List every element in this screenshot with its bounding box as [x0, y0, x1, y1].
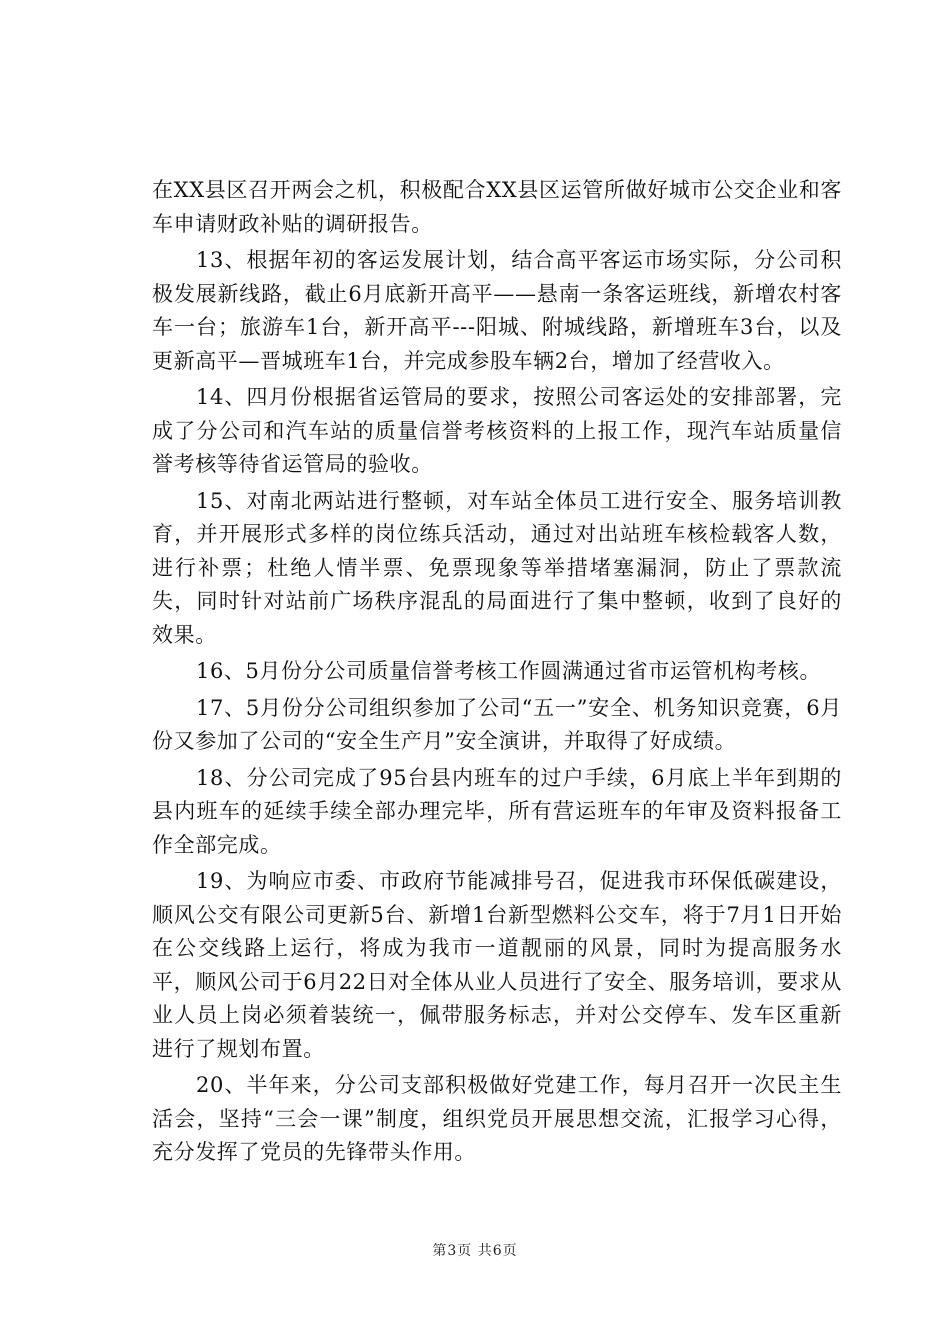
paragraph-item-13: 13、根据年初的客运发展计划，结合高平客运市场实际，分公司积极发展新线路，截止6月底新开高平——悬南一条客运班线，新增农村客车一台；旅游车1台，新开高平---阳城、附城线路，新增班车3台，以及更新高平—晋城班车1台，并完成参股车辆2台，增加了经营收入。	[152, 248, 842, 373]
paragraph-item-18: 18、分公司完成了95台县内班车的过户手续，6月底上半年到期的县内班车的延续手续全部办理完毕，所有营运班车的年审及资料报备工作全部完成。	[152, 765, 842, 857]
paragraph-item-17: 17、5月份分公司组织参加了公司“五一”安全、机务知识竞赛，6月份又参加了公司的“安全生产月”安全演讲，并取得了好成绩。	[152, 695, 842, 753]
paragraph-item-16: 16、5月份分公司质量信誉考核工作圆满通过省市运管机构考核。	[196, 659, 822, 683]
document-body	[152, 174, 842, 1173]
paragraph-item-15: 15、对南北两站进行整顿，对车站全体员工进行安全、服务培训教育，并开展形式多样的岗位练兵活动，通过对出站班车核检载客人数，进行补票；杜绝人情半票、免票现象等举措堵塞漏洞，防止了票款流失，同时针对站前广场秩序混乱的局面进行了集中整顿，收到了良好的效果。	[152, 488, 842, 647]
paragraph-item-14: 14、四月份根据省运管局的要求，按照公司客运处的安排部署，完成了分公司和汽车站的质量信誉考核资料的上报工作，现汽车站质量信誉考核等待省运管局的验收。	[152, 385, 842, 476]
paragraph-continuation: 在XX县区召开两会之机，积极配合XX县区运管所做好城市公交企业和客车申请财政补贴的调研报告。	[152, 178, 842, 236]
paragraph-item-20: 20、半年来，分公司支部积极做好党建工作，每月召开一次民主生活会，坚持“三会一课”制度，组织党员开展思想交流，汇报学习心得，充分发挥了党员的先锋带头作用。	[152, 1073, 842, 1164]
paragraph-item-19: 19、为响应市委、市政府节能减排号召，促进我市环保低碳建设，顺风公交有限公司更新5台、新增1台新型燃料公交车，将于7月1日开始在公交线路上运行，将成为我市一道靓丽的风景，同时为提高服务水平，顺风公司于6月22日对全体从业人员进行了安全、服务培训，要求从业人员上岗必须着装统一，佩带服务标志，并对公交停车、发车区重新进行了规划布置。	[152, 869, 842, 1061]
page-number-footer: 第3页 共6页	[432, 1243, 518, 1259]
